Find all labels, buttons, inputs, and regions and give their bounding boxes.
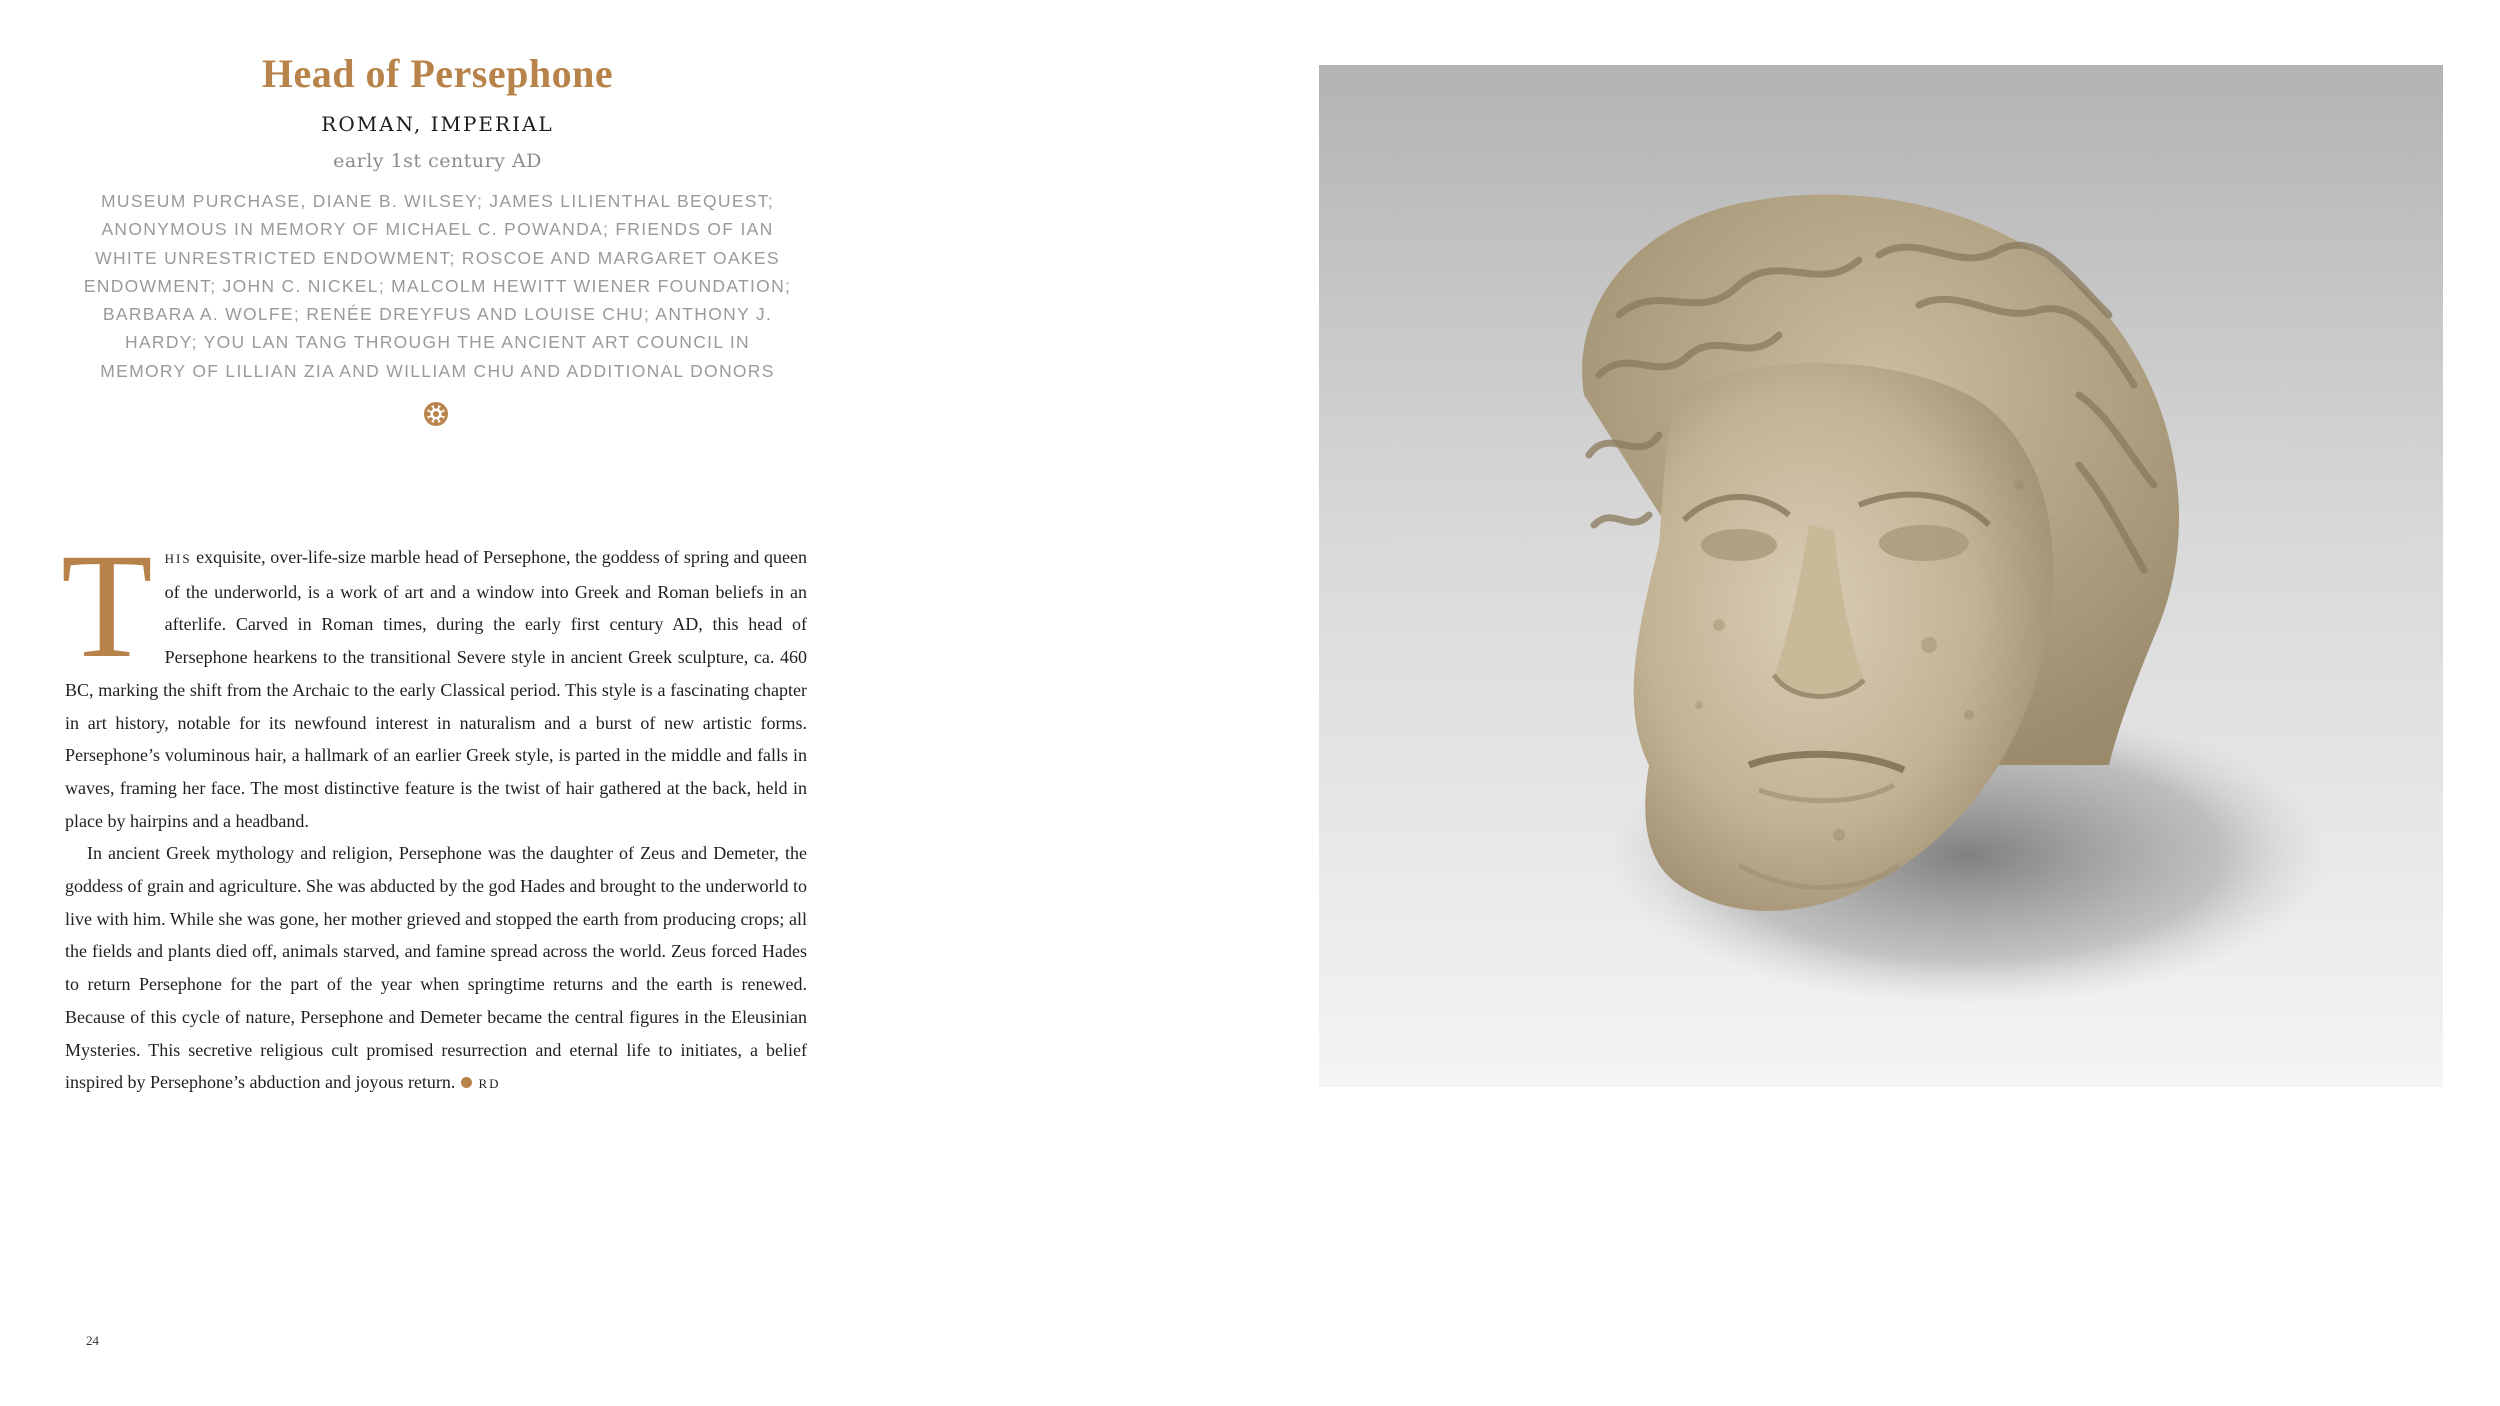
essay-body xyxy=(61,523,807,1101)
marble-head-image xyxy=(1319,65,2443,1087)
paragraph-1-text: exquisite, over-life-size marble head of Persephone, the goddess of spring and queen of the underworld, is a work of art and a window into Greek and Roman beliefs in an afterlife. Carved in Roman times, during the early first century AD, this head of Persephone hearkens to the transitional Severe style in ancient Greek sculpture, ca. 460 BC, marking the shift from the Archaic to the early Classical period. This style is a fascinating chapter in art history, notable for its newfound interest in naturalism and a burst of new artistic forms. Persephone’s voluminous hair, a hallmark of an earlier Greek style, is parted in the middle and falls in waves, framing her face. The most distinctive feature is the twist of hair gathered at the back, held in place by hairpins and a headband. xyxy=(65,547,807,831)
credit-line: MUSEUM PURCHASE, DIANE B. WILSEY; JAMES LILIENTHAL BEQUEST; ANONYMOUS IN MEMORY OF MICHAEL C. POWANDA; FRIENDS OF IAN WHITE UNRESTRICTED ENDOWMENT; ROSCOE AND MARGARET OAKES ENDOWMENT; JOHN C. NICKEL; MALCOLM HEWITT WIENER FOUNDATION; BARBARA A. WOLFE; RENÉE DREYFUS AND LOUISE CHU; ANTHONY J. HARDY; YOU LAN TANG THROUGH THE ANCIENT ART COUNCIL IN MEMORY OF LILLIAN ZIA AND WILLIAM CHU AND ADDITIONAL DONORS xyxy=(83,191,792,381)
essay-paragraph-1 xyxy=(61,523,807,837)
entry-title: Head of Persephone xyxy=(261,51,614,96)
entry-date: early 1st century AD xyxy=(333,150,542,172)
bullet-ornament-icon xyxy=(461,1077,472,1088)
entry-culture: ROMAN, IMPERIAL xyxy=(321,112,554,136)
lead-small-caps: HIS xyxy=(164,551,192,566)
page-number: 24 xyxy=(86,1333,99,1348)
author-initials: RD xyxy=(478,1076,501,1092)
rosette-ornament-icon xyxy=(423,401,449,427)
sculpture-photograph xyxy=(1319,65,2443,1087)
essay-paragraph-2 xyxy=(65,837,807,1101)
drop-cap: T xyxy=(61,523,153,689)
paragraph-2-text: In ancient Greek mythology and religion, Persephone was the daughter of Zeus and Demeter, the goddess of grain and agriculture. She was abducted by the god Hades and brought to the underworld to live with him. While she was gone, her mother grieved and stopped the earth from producing crops; all the fields and plants died off, animals starved, and famine spread across the world. Zeus forced Hades to return Persephone for the part of the year when springtime returns and the earth is renewed. Because of this cycle of nature, Persephone and Demeter became the central figures in the Eleusinian Mysteries. This secretive religious cult promised resurrection and eternal life to initiates, a belief inspired by Persephone’s abduction and joyous return. xyxy=(65,843,807,1093)
